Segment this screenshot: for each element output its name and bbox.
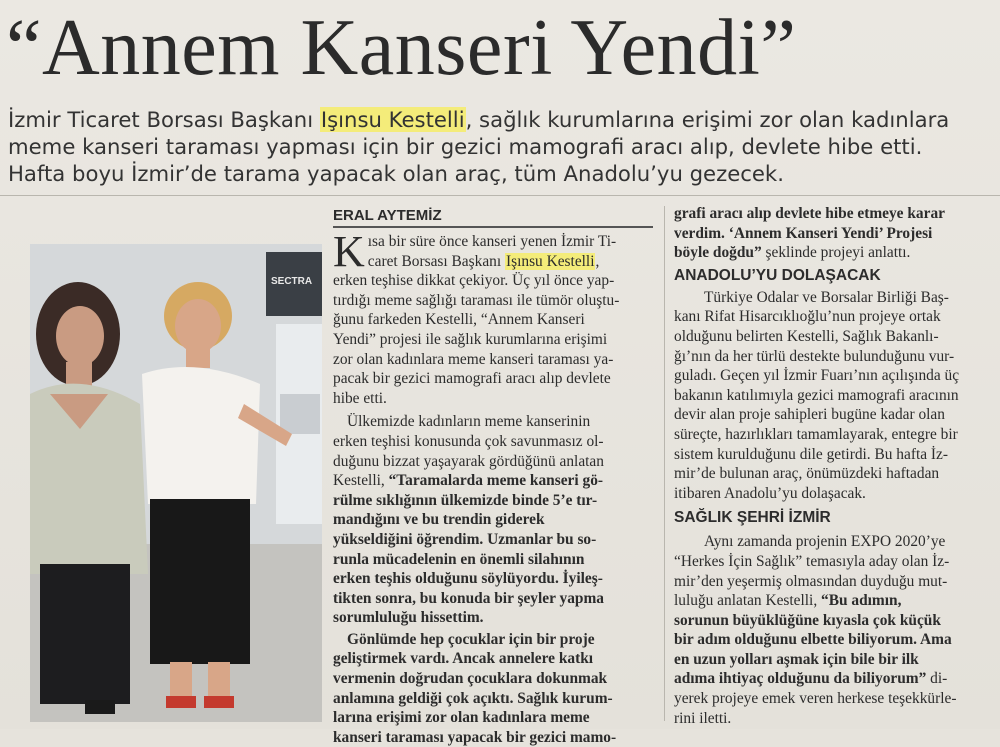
text-line: mir’de bulunan araç, önümüzdeki haftadan — [674, 465, 940, 483]
highlighted-name: Işınsu Kestelli — [505, 252, 595, 270]
text-line: luluğu anlatan Kestelli, — [674, 592, 822, 610]
text-line: Aynı zamanda projenin EXPO 2020’ye — [704, 533, 946, 551]
text-line: devir alan proje sahipleri bugüne kadar olan — [674, 406, 945, 424]
quote-text: “Bu adımın, — [821, 592, 902, 610]
text-line: Ülkemizde kadınların meme kanserinin — [347, 413, 591, 431]
text-line: duğunu bizzat yaşayarak gördüğünü anlatan — [333, 452, 604, 470]
section-divider — [0, 195, 1000, 196]
lead-text: İzmir Ticaret Borsası Başkanı — [8, 107, 320, 132]
text-line: yerek projeye emek veren herkese teşekkürle- — [674, 690, 957, 708]
quote-text: vermenin doğrudan çocuklara dokunmak — [333, 670, 608, 688]
lead-line: meme kanseri taraması yapması için bir gezici mamografi aracı alıp, devlete hibe etti. — [8, 134, 923, 159]
lead-line: Hafta boyu İzmir’de tarama yapacak olan araç, tüm Anadolu’yu gezecek. — [8, 161, 784, 186]
text-line: “Herkes İçin Sağlık” temasıyla aday olan İz- — [674, 552, 950, 570]
machine-sign: SECTRA — [271, 276, 313, 287]
text-line: erken teşhisi konusunda çok savunmasız ol- — [333, 432, 604, 450]
text-line: Yendi” projesi ile sağlık kurumlarına erişimi — [333, 330, 608, 348]
quote-text: adıma ihtiyaç olduğunu da biliyorum” — [674, 670, 927, 688]
quote-text: “Taramalarda meme kanseri gö- — [388, 472, 604, 490]
quote-text: yükseldiğini öğrendim. Uzmanlar bu so- — [333, 530, 597, 548]
quote-text: larına erişimi zor olan kadınlara meme — [333, 709, 590, 727]
text-line: ısa bir süre önce kanseri yenen İzmir Ti- — [367, 233, 617, 250]
quote-text: tikten sonra, bu konuda bir şeyler yapma — [333, 589, 604, 607]
quote-text: geliştirmek vardı. Ancak annelere katkı — [333, 650, 594, 668]
text-line: Türkiye Odalar ve Borsalar Birliği Baş- — [704, 288, 949, 306]
section-subhead: ANADOLU’YU DOLAŞACAK — [674, 266, 881, 284]
lead-paragraph — [8, 106, 998, 187]
quote-text: sorunun büyüklüğüne kıyasla çok küçük — [674, 611, 941, 629]
paragraph — [674, 288, 996, 504]
text-line: erken teşhise dikkat çekiyor. Üç yıl önce yap- — [333, 272, 615, 290]
lead-text: , sağlık kurumlarına erişimi zor olan kadınlara — [465, 107, 950, 132]
quote-text: Gönlümde hep çocuklar için bir proje — [347, 630, 595, 648]
text-line: rini iletti. — [674, 709, 732, 727]
text-line: hibe etti. — [333, 389, 387, 407]
quote-text: kanseri taraması yapacak bir gezici mamo- — [333, 728, 617, 746]
column-divider — [664, 206, 665, 721]
highlighted-name: Işınsu Kestelli — [320, 107, 465, 132]
section-subhead: SAĞLIK ŞEHRİ İZMİR — [674, 509, 831, 527]
quote-text: erken teşhis olduğunu söylüyordu. İyileş- — [333, 570, 603, 588]
paragraph — [333, 630, 658, 747]
text-line: mir’den yeşermiş olmasından duyduğu mut- — [674, 572, 948, 590]
quote-text: mandığını ve bu trendin giderek — [333, 511, 545, 529]
text-line: guladı. Geçen yıl İzmir Fuarı’nın açılışında üç — [674, 367, 960, 385]
photo-illustration — [30, 244, 322, 722]
quote-text: böyle doğdu” — [674, 244, 762, 262]
text-line: di- — [926, 670, 948, 688]
article-column-2 — [674, 204, 996, 728]
text-line: ğı’nın da her türlü destekte bulunduğunu vur- — [674, 347, 955, 365]
text-line: , — [595, 252, 600, 270]
text-line: caret Borsası Başkanı — [367, 252, 505, 270]
paragraph — [674, 532, 996, 728]
quote-text: anlamına geldiği çok açıktı. Sağlık kurum- — [333, 689, 613, 707]
paragraph — [674, 204, 996, 263]
byline: ERAL AYTEMİZ — [333, 206, 653, 228]
drop-cap: K — [333, 227, 365, 276]
paragraph — [333, 412, 658, 628]
paragraph — [333, 227, 658, 408]
text-line: zor olan kadınlara meme kanseri taraması ya- — [333, 350, 614, 368]
article-column-1 — [333, 227, 658, 747]
text-line: bakanın katılımıyla gezici mamografi aracının — [674, 386, 959, 404]
text-line: kanı Rifat Hisarcıklıoğlu’nun projeye ortak — [674, 308, 941, 326]
text-line: tırdığı meme sağlığı taraması ile tümör oluştu- — [333, 291, 620, 309]
quote-text: rülme sıklığının ülkemizde binde 5’e tır- — [333, 491, 598, 509]
text-line: Kestelli, — [333, 472, 389, 490]
quote-text: verdim. ‘Annem Kanseri Yendi’ Projesi — [674, 224, 933, 242]
text-line: pacak bir gezici mamografi aracı alıp devlete — [333, 370, 611, 388]
quote-text: grafi aracı alıp devlete hibe etmeye karar — [674, 205, 945, 222]
text-line: şeklinde projeyi anlattı. — [761, 244, 911, 262]
text-line: sistem kurulduğunu dile getirdi. Bu hafta İz- — [674, 445, 948, 463]
article-photo — [30, 244, 322, 722]
quote-text: bir adım olduğunu elbette biliyorum. Ama — [674, 631, 952, 649]
text-line: olduğunu belirten Kestelli, Sağlık Bakanlı- — [674, 327, 939, 345]
text-line: itibaren Anadolu’yu dolaşacak. — [674, 484, 866, 502]
quote-text: sorumluluğu hissettim. — [333, 609, 484, 627]
text-line: ğunu farkeden Kestelli, “Annem Kanseri — [333, 311, 585, 329]
text-line: süreçte, hazırlıkları tamamlayarak, entegre bir — [674, 425, 958, 443]
quote-text: runla mücadelenin en önemli silahının — [333, 550, 585, 568]
quote-text: en uzun yolları aşmak için bile bir ilk — [674, 650, 919, 668]
headline: “Annem Kanseri Yendi” — [6, 4, 797, 92]
